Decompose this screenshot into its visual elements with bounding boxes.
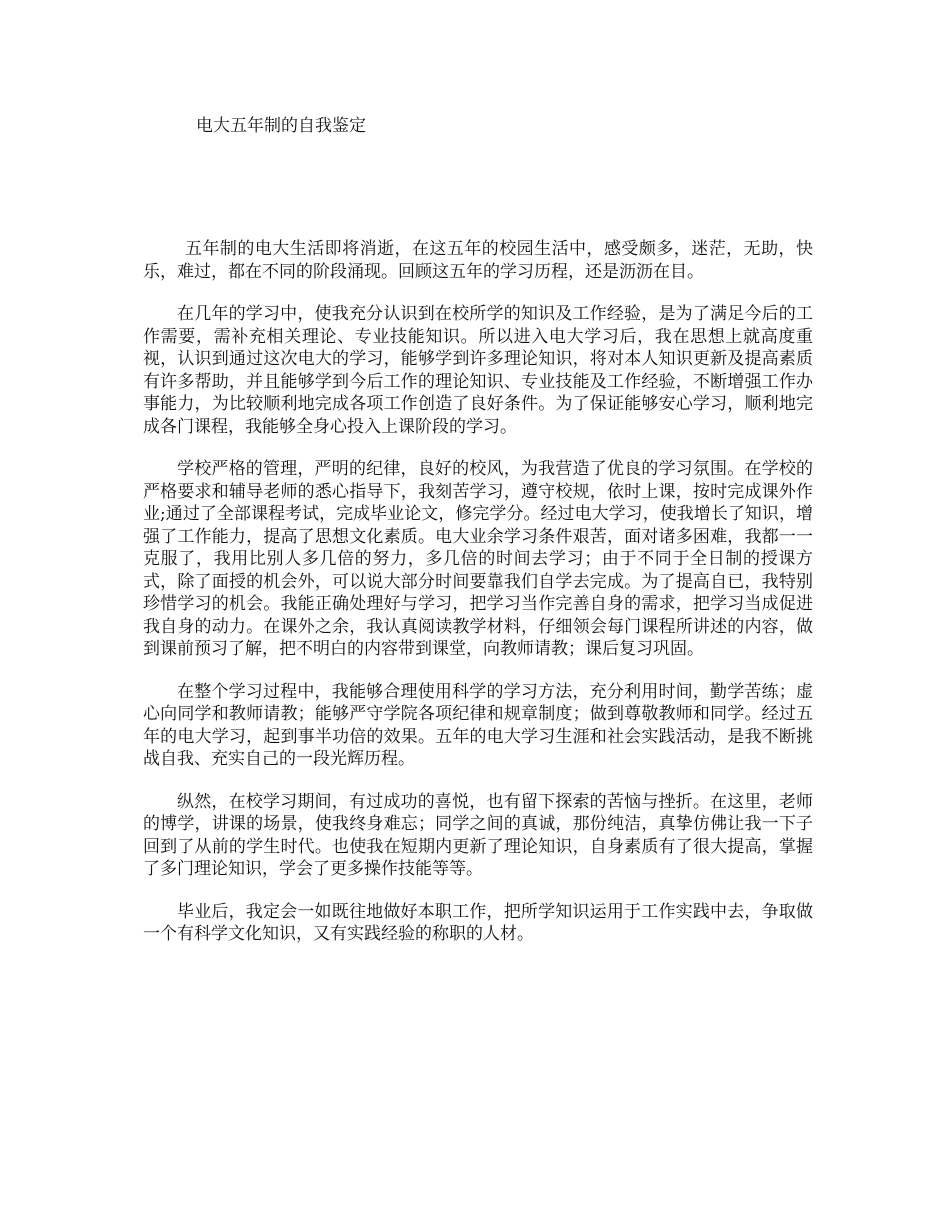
paragraph-school-management: 学校严格的管理，严明的纪律，良好的校风，为我营造了优良的学习氛围。在学校的严格要求和辅导老师的悉心指导下，我刻苦学习，遵守校规，依时上课，按时完成课外作业;通过了全部课程考试，完成毕业论文，修完学分。经过电大学习，使我增长了知识，增强了工作能力，提高了思想文化素质。电大业余学习条件艰苦，面对诸多困难，我都一一克服了，我用比别人多几倍的努力，多几倍的时间去学习；由于不同于全日制的授课方式，除了面授的机会外，可以说大部分时间要靠我们自学去完成。为了提高自已，我特别珍惜学习的机会。我能正确处理好与学习，把学习当作完善自身的需求，把学习当成促进我自身的动力。在课外之余，我认真阅读教学材料，仔细领会每门课程所讲述的内容，做到课前预习了解，把不明白的内容带到课堂，向教师请教；课后复习巩固。: [143, 459, 813, 659]
paragraph-after-graduation: 毕业后，我定会一如既往地做好本职工作，把所学知识运用于工作实践中去，争取做一个有科学文化知识，又有实践经验的称职的人材。: [143, 901, 813, 944]
paragraph-intro: 五年制的电大生活即将消逝，在这五年的校园生活中，感受颇多，迷茫，无助，快乐，难过，都在不同的阶段涌现。回顾这五年的学习历程，还是沥沥在目。: [143, 239, 813, 282]
paragraph-study-methods: 在整个学习过程中，我能够合理使用科学的学习方法，充分利用时间，勤学苦练；虚心向同学和教师请教；能够严守学院各项纪律和规章制度；做到尊敬教师和同学。经过五年的电大学习，起到事半功倍的效果。五年的电大学习生涯和社会实践活动，是我不断挑战自我、充实自己的一段光辉历程。: [143, 681, 813, 769]
document-title: 电大五年制的自我鉴定: [196, 116, 366, 136]
paragraph-reflections: 纵然，在校学习期间，有过成功的喜悦，也有留下探索的苦恼与挫折。在这里，老师的博学，讲课的场景，使我终身难忘；同学之间的真诚，那份纯洁，真挚仿佛让我一下子回到了从前的学生时代。也使我在短期内更新了理论知识，自身素质有了很大提高，掌握了多门理论知识，学会了更多操作技能等等。: [143, 791, 813, 879]
paragraph-study-goals: 在几年的学习中，使我充分认识到在校所学的知识及工作经验，是为了满足今后的工作需要，需补充相关理论、专业技能知识。所以进入电大学习后，我在思想上就高度重视，认识到通过这次电大的学习，能够学到许多理论知识，将对本人知识更新及提高素质有许多帮助，并且能够学到今后工作的理论知识、专业技能及工作经验，不断增强工作办事能力，为比较顺利地完成各项工作创造了良好条件。为了保证能够安心学习，顺利地完成各门课程，我能够全身心投入上课阶段的学习。: [143, 304, 813, 437]
document-body: [143, 238, 813, 966]
